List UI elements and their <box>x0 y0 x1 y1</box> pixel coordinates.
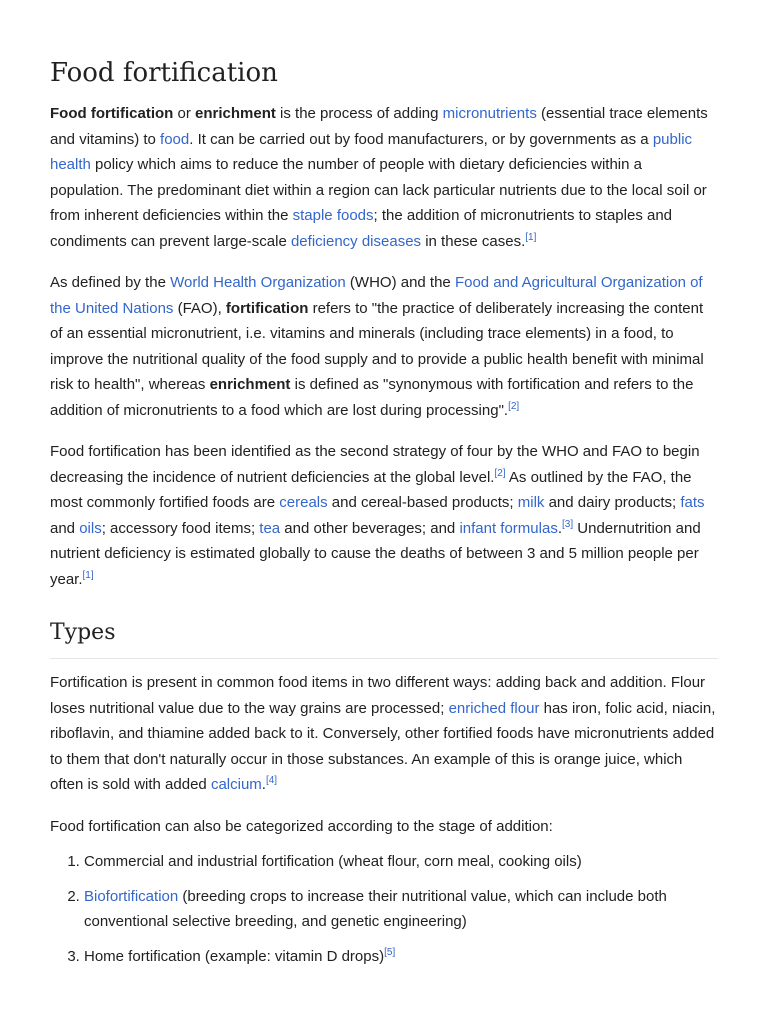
link-cereals[interactable]: cereals <box>279 494 328 511</box>
text: . It can be carried out by food manufacturers, or by governments as a <box>189 130 653 148</box>
text: has iron, folic acid, niacin, riboflavin, and thiamine added back to it. Conversely, other fortified foods have micronutrients added to them that don't naturally occur in those substances. An example of this is orange juice, which often is sold with added <box>50 699 716 793</box>
text: (essential trace elements and vitamins) to <box>50 105 708 148</box>
link-fao[interactable]: Food and Agricultural Organization of the United Nations <box>50 274 703 317</box>
text: (breeding crops to increase their nutritional value, which can include both conventional selective breeding, and genetic engineering) <box>84 887 667 930</box>
reference-link[interactable]: [2] <box>494 467 506 479</box>
link-who[interactable]: World Health Organization <box>170 274 346 291</box>
link-tea[interactable]: tea <box>259 519 281 537</box>
text: Fortification is present in common food items in two different ways: adding back and addition. Flour loses nutritional value due to the way grains are processed; <box>50 674 706 717</box>
reference-link[interactable]: [1] <box>525 231 537 243</box>
text: is the process of adding <box>275 105 443 122</box>
types-paragraph <box>50 670 718 798</box>
text: (FAO), <box>173 299 226 317</box>
reference-link[interactable]: [5] <box>384 946 396 958</box>
link-enriched-flour[interactable]: enriched flour <box>448 699 540 717</box>
text: . <box>557 519 562 537</box>
link-calcium[interactable]: calcium <box>210 776 262 793</box>
text: Undernutrition and nutrient deficiency is estimated globally to cause the deaths of between 3 and 5 million people per year. <box>50 519 701 588</box>
text: Home fortification (example: vitamin D drops) <box>84 947 385 965</box>
link-micronutrients[interactable]: micronutrients <box>442 105 537 122</box>
bold-term: Food fortification <box>50 105 174 122</box>
reference-link[interactable]: [2] <box>508 400 520 412</box>
link-oils[interactable]: oils <box>79 519 102 537</box>
reference-link[interactable]: [4] <box>265 775 278 786</box>
list-item <box>84 884 718 935</box>
link-food[interactable]: food <box>160 130 190 148</box>
list-item <box>84 944 718 970</box>
intro-paragraph <box>50 101 718 254</box>
text: and cereal-based products; <box>327 494 518 511</box>
link-infant-formulas[interactable]: infant formulas <box>459 519 558 537</box>
text: and dairy products; <box>544 494 681 511</box>
text: Food fortification has been identified as the second strategy of four by the WHO and FAO to begin decreasing the incidence of nutrient deficiencies at the global level. <box>50 443 700 486</box>
stage-list <box>50 849 718 969</box>
text: ; accessory food items; <box>101 519 260 537</box>
list-item: 1. Commercial and industrial fortification (wheat flour, corn meal, cooking oils) <box>84 849 718 875</box>
text: refers to "the practice of deliberately increasing the content of an essential micronutrient, i.e. vitamins and minerals (including trace elements) in a food, to improve the nutritional quality of the food supply and to provide a public health benefit with minimal risk to health", whereas <box>50 299 704 393</box>
text: policy which aims to reduce the number of people with dietary deficiencies within a population. The predominant diet within a region can lack particular nutrients due to the local soil or from inherent deficiencies within the <box>50 156 707 224</box>
link-fats[interactable]: fats <box>680 494 705 511</box>
reference-link[interactable]: [3] <box>562 518 574 530</box>
text: is defined as "synonymous with fortification and refers to the addition of micronutrients to a food which are lost during processing". <box>50 376 694 419</box>
page-title: Food fortification <box>50 58 278 88</box>
link-public-health[interactable]: public health <box>50 130 693 173</box>
link-staple-foods[interactable]: staple foods <box>292 207 374 224</box>
text: . <box>261 776 266 793</box>
definition-paragraph <box>50 270 718 423</box>
link-deficiency-diseases[interactable]: deficiency diseases <box>290 232 422 250</box>
text: ; the addition of micronutrients to staples and condiments can prevent large-scale <box>50 207 673 250</box>
link-biofortification[interactable]: Biofortification <box>84 887 179 905</box>
text: or <box>173 105 195 122</box>
stage-paragraph: Food fortification can also be categorized according to the stage of addition: <box>50 817 553 835</box>
strategy-paragraph <box>50 439 718 592</box>
text: and <box>50 519 80 537</box>
text: in these cases. <box>421 232 526 250</box>
bold-term: enrichment <box>209 376 291 393</box>
bold-term: enrichment <box>195 105 276 122</box>
text: As outlined by the FAO, the most commonly fortified foods are <box>50 468 692 511</box>
bold-term: fortification <box>225 299 309 317</box>
text: As defined by the <box>50 274 171 291</box>
section-heading-types: Types <box>50 614 718 659</box>
reference-link[interactable]: [1] <box>82 569 94 581</box>
text: (WHO) and the <box>345 274 455 291</box>
text: and other beverages; and <box>280 519 460 537</box>
link-milk[interactable]: milk <box>517 494 545 511</box>
